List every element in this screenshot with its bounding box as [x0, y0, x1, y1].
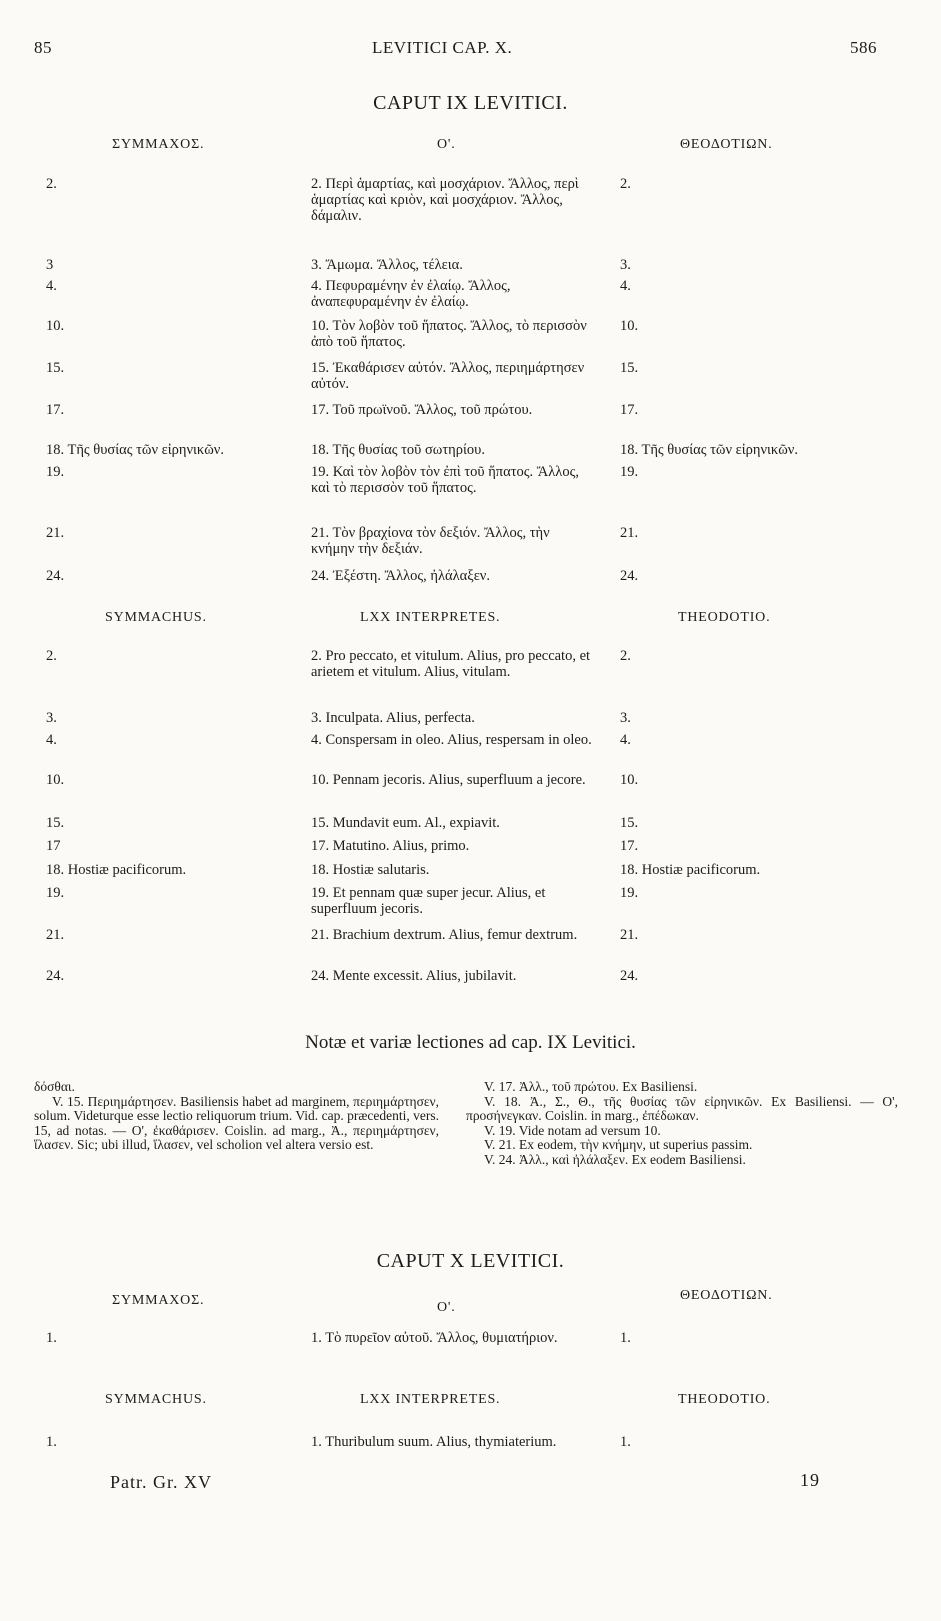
symmachus-cell: 21.: [46, 525, 65, 541]
latin-col-head-theodotio: THEODOTIO.: [678, 1392, 771, 1407]
lxx-cell: 1. Thuribulum suum. Alius, thymiaterium.: [311, 1434, 557, 1450]
theodotion-cell: 15.: [620, 815, 639, 831]
theodotion-cell: 10.: [620, 318, 639, 334]
theodotion-cell: 17.: [620, 838, 639, 854]
symmachus-cell: 4.: [46, 732, 57, 748]
footer-sheet-number: 19: [800, 1470, 820, 1490]
symmachus-cell: 10.: [46, 318, 65, 334]
lxx-cell: 17. Matutino. Alius, primo.: [311, 838, 470, 854]
symmachus-cell: 10.: [46, 772, 65, 788]
theodotion-cell: 3.: [620, 257, 631, 273]
latin-col-head-lxx: LXX INTERPRETES.: [360, 610, 501, 625]
note-paragraph: V. 18. Ἀ., Σ., Θ., τῆς θυσίας τῶν εἰρηνικῶν. Ex Basiliensi. — Ο', προσήνεγκαν. Coislin. in marg., ἐπέδωκαν.: [466, 1093, 898, 1124]
theodotion-cell: 19.: [620, 464, 639, 480]
theodotion-cell: 10.: [620, 772, 639, 788]
symmachus-cell: 17.: [46, 402, 65, 418]
notes-right-column: [466, 1080, 898, 1168]
running-title: LEVITICI CAP. X.: [372, 38, 513, 57]
symmachus-cell: 24.: [46, 568, 65, 584]
latin-col-head-symmachus: SYMMACHUS.: [105, 610, 207, 625]
page-number-right: 586: [850, 38, 877, 57]
symmachus-cell: 19.: [46, 464, 65, 480]
theodotion-cell: 17.: [620, 402, 639, 418]
symmachus-cell: 24.: [46, 968, 65, 984]
lxx-cell: 18. Τῆς θυσίας τοῦ σωτηρίου.: [311, 442, 485, 458]
lxx-cell: 3. Ἄμωμα. Ἄλλος, τέλεια.: [311, 257, 463, 273]
symmachus-cell: 17: [46, 838, 61, 854]
theodotion-cell: 3.: [620, 710, 631, 726]
latin-col-head-symmachus: SYMMACHUS.: [105, 1392, 207, 1407]
theodotion-cell: 15.: [620, 360, 639, 376]
symmachus-cell: 4.: [46, 278, 57, 294]
lxx-cell: 2. Περὶ ἁμαρτίας, καὶ μοσχάριον. Ἄλλος, περὶ ἁμαρτίας καὶ κριὸν, καὶ μοσχάριον. Ἄλλος, δάμαλιν.: [311, 176, 579, 224]
symmachus-cell: 19.: [46, 885, 65, 901]
note-paragraph: δόσθαι.: [34, 1079, 75, 1094]
symmachus-cell: 18. Hostiæ pacificorum.: [46, 862, 187, 878]
greek-col-head-theodotion: ΘΕΟΔΟΤΙΩΝ.: [680, 137, 773, 152]
lxx-cell: 21. Brachium dextrum. Alius, femur dextrum.: [311, 927, 578, 943]
greek-col-head-lxx: Ο'.: [437, 1300, 456, 1315]
theodotion-cell: 4.: [620, 732, 631, 748]
lxx-cell: 2. Pro peccato, et vitulum. Alius, pro peccato, et arietem et vitulum. Alius, vitulam.: [311, 648, 591, 680]
theodotion-cell: 4.: [620, 278, 631, 294]
lxx-cell: 3. Inculpata. Alius, perfecta.: [311, 710, 475, 726]
lxx-cell: 24. Ἐξέστη. Ἄλλος, ἠλάλαξεν.: [311, 568, 490, 584]
theodotion-cell: 18. Hostiæ pacificorum.: [620, 862, 761, 878]
lxx-cell: 19. Et pennam quæ super jecur. Alius, et superfluum jecoris.: [311, 885, 546, 917]
greek-col-head-lxx: Ο'.: [437, 137, 456, 152]
symmachus-cell: 3.: [46, 710, 57, 726]
theodotion-cell: 19.: [620, 885, 639, 901]
latin-col-head-lxx: LXX INTERPRETES.: [360, 1392, 501, 1407]
theodotion-cell: 1.: [620, 1330, 631, 1346]
symmachus-cell: 1.: [46, 1434, 57, 1450]
lxx-cell: 15. Mundavit eum. Al., expiavit.: [311, 815, 500, 831]
notes-title: Notæ et variæ lectiones ad cap. IX Levitici.: [305, 1032, 636, 1053]
running-head: [0, 38, 941, 62]
note-paragraph: V. 21. Ex eodem, τὴν κνήμην, ut superius passim.: [484, 1137, 753, 1153]
theodotion-cell: 21.: [620, 927, 639, 943]
theodotion-cell: 1.: [620, 1434, 631, 1450]
theodotion-cell: 24.: [620, 968, 639, 984]
lxx-cell: 4. Πεφυραμένην ἐν ἐλαίῳ. Ἄλλος, ἀναπεφυραμένην ἐν ἐλαίῳ.: [311, 278, 511, 310]
lxx-cell: 10. Τὸν λοβὸν τοῦ ἥπατος. Ἄλλος, τὸ περισσὸν ἀπὸ τοῦ ἥπατος.: [311, 318, 587, 350]
symmachus-cell: 2.: [46, 176, 57, 192]
symmachus-cell: 1.: [46, 1330, 57, 1346]
note-paragraph: V. 17. Ἀλλ., τοῦ πρώτου. Ex Basiliensi.: [484, 1079, 698, 1094]
symmachus-cell: 2.: [46, 648, 57, 664]
note-paragraph: V. 19. Vide notam ad versum 10.: [484, 1122, 661, 1138]
lxx-cell: 15. Ἐκαθάρισεν αὐτόν. Ἄλλος, περιημάρτησεν αὐτόν.: [311, 360, 585, 392]
theodotion-cell: 21.: [620, 525, 639, 541]
greek-col-head-theodotion: ΘΕΟΔΟΤΙΩΝ.: [680, 1288, 773, 1303]
lxx-cell: 19. Καὶ τὸν λοβὸν τὸν ἐπὶ τοῦ ἥπατος. Ἄλλος, καὶ τὸ περισσὸν τοῦ ἥπατος.: [311, 464, 579, 496]
notes-left-column: [34, 1080, 439, 1153]
greek-col-head-symmachus: ΣΥΜΜΑΧΟΣ.: [112, 1293, 205, 1308]
greek-col-head-symmachus: ΣΥΜΜΑΧΟΣ.: [112, 137, 205, 152]
symmachus-cell: 3: [46, 257, 54, 273]
lxx-cell: 24. Mente excessit. Alius, jubilavit.: [311, 968, 517, 984]
lxx-cell: 10. Pennam jecoris. Alius, superfluum a jecore.: [311, 772, 586, 788]
theodotion-cell: 2.: [620, 176, 631, 192]
theodotion-cell: 18. Τῆς θυσίας τῶν εἰρηνικῶν.: [620, 442, 798, 458]
chapter-title-ix: CAPUT IX LEVITICI.: [373, 92, 568, 114]
lxx-cell: 18. Hostiæ salutaris.: [311, 862, 430, 878]
note-paragraph: V. 15. Περιημάρτησεν. Basiliensis habet ad marginem, περιημάρτησεν, solum. Videturque esse lectio reliquorum trium. Vid. cap. præcedenti, vers. 15, ad notas. — Ο', ἐκαθάρισεν. Coislin. ad marg., Ἀ., περιημάρτησεν, ἵλασεν. Sic; ubi illud, ἵλασεν, vel scholion vel altera versio est.: [34, 1093, 439, 1153]
lxx-cell: 1. Τὸ πυρεῖον αὐτοῦ. Ἄλλος, θυμιατήριον.: [311, 1330, 558, 1346]
theodotion-cell: 24.: [620, 568, 639, 584]
latin-col-head-theodotio: THEODOTIO.: [678, 610, 771, 625]
symmachus-cell: 15.: [46, 360, 65, 376]
chapter-title-x: CAPUT X LEVITICI.: [376, 1250, 565, 1272]
symmachus-cell: 21.: [46, 927, 65, 943]
footer-signature: Patr. Gr. XV: [110, 1472, 212, 1492]
page-number-left: 85: [34, 38, 52, 57]
symmachus-cell: 15.: [46, 815, 65, 831]
theodotion-cell: 2.: [620, 648, 631, 664]
lxx-cell: 17. Τοῦ πρωϊνοῦ. Ἄλλος, τοῦ πρώτου.: [311, 402, 533, 418]
lxx-cell: 21. Τὸν βραχίονα τὸν δεξιόν. Ἄλλος, τὴν κνήμην τὴν δεξιάν.: [311, 525, 550, 557]
lxx-cell: 4. Conspersam in oleo. Alius, respersam in oleo.: [311, 732, 592, 748]
symmachus-cell: 18. Τῆς θυσίας τῶν εἰρηνικῶν.: [46, 442, 224, 458]
note-paragraph: V. 24. Ἀλλ., καὶ ἠλάλαξεν. Ex eodem Basiliensi.: [484, 1151, 746, 1167]
